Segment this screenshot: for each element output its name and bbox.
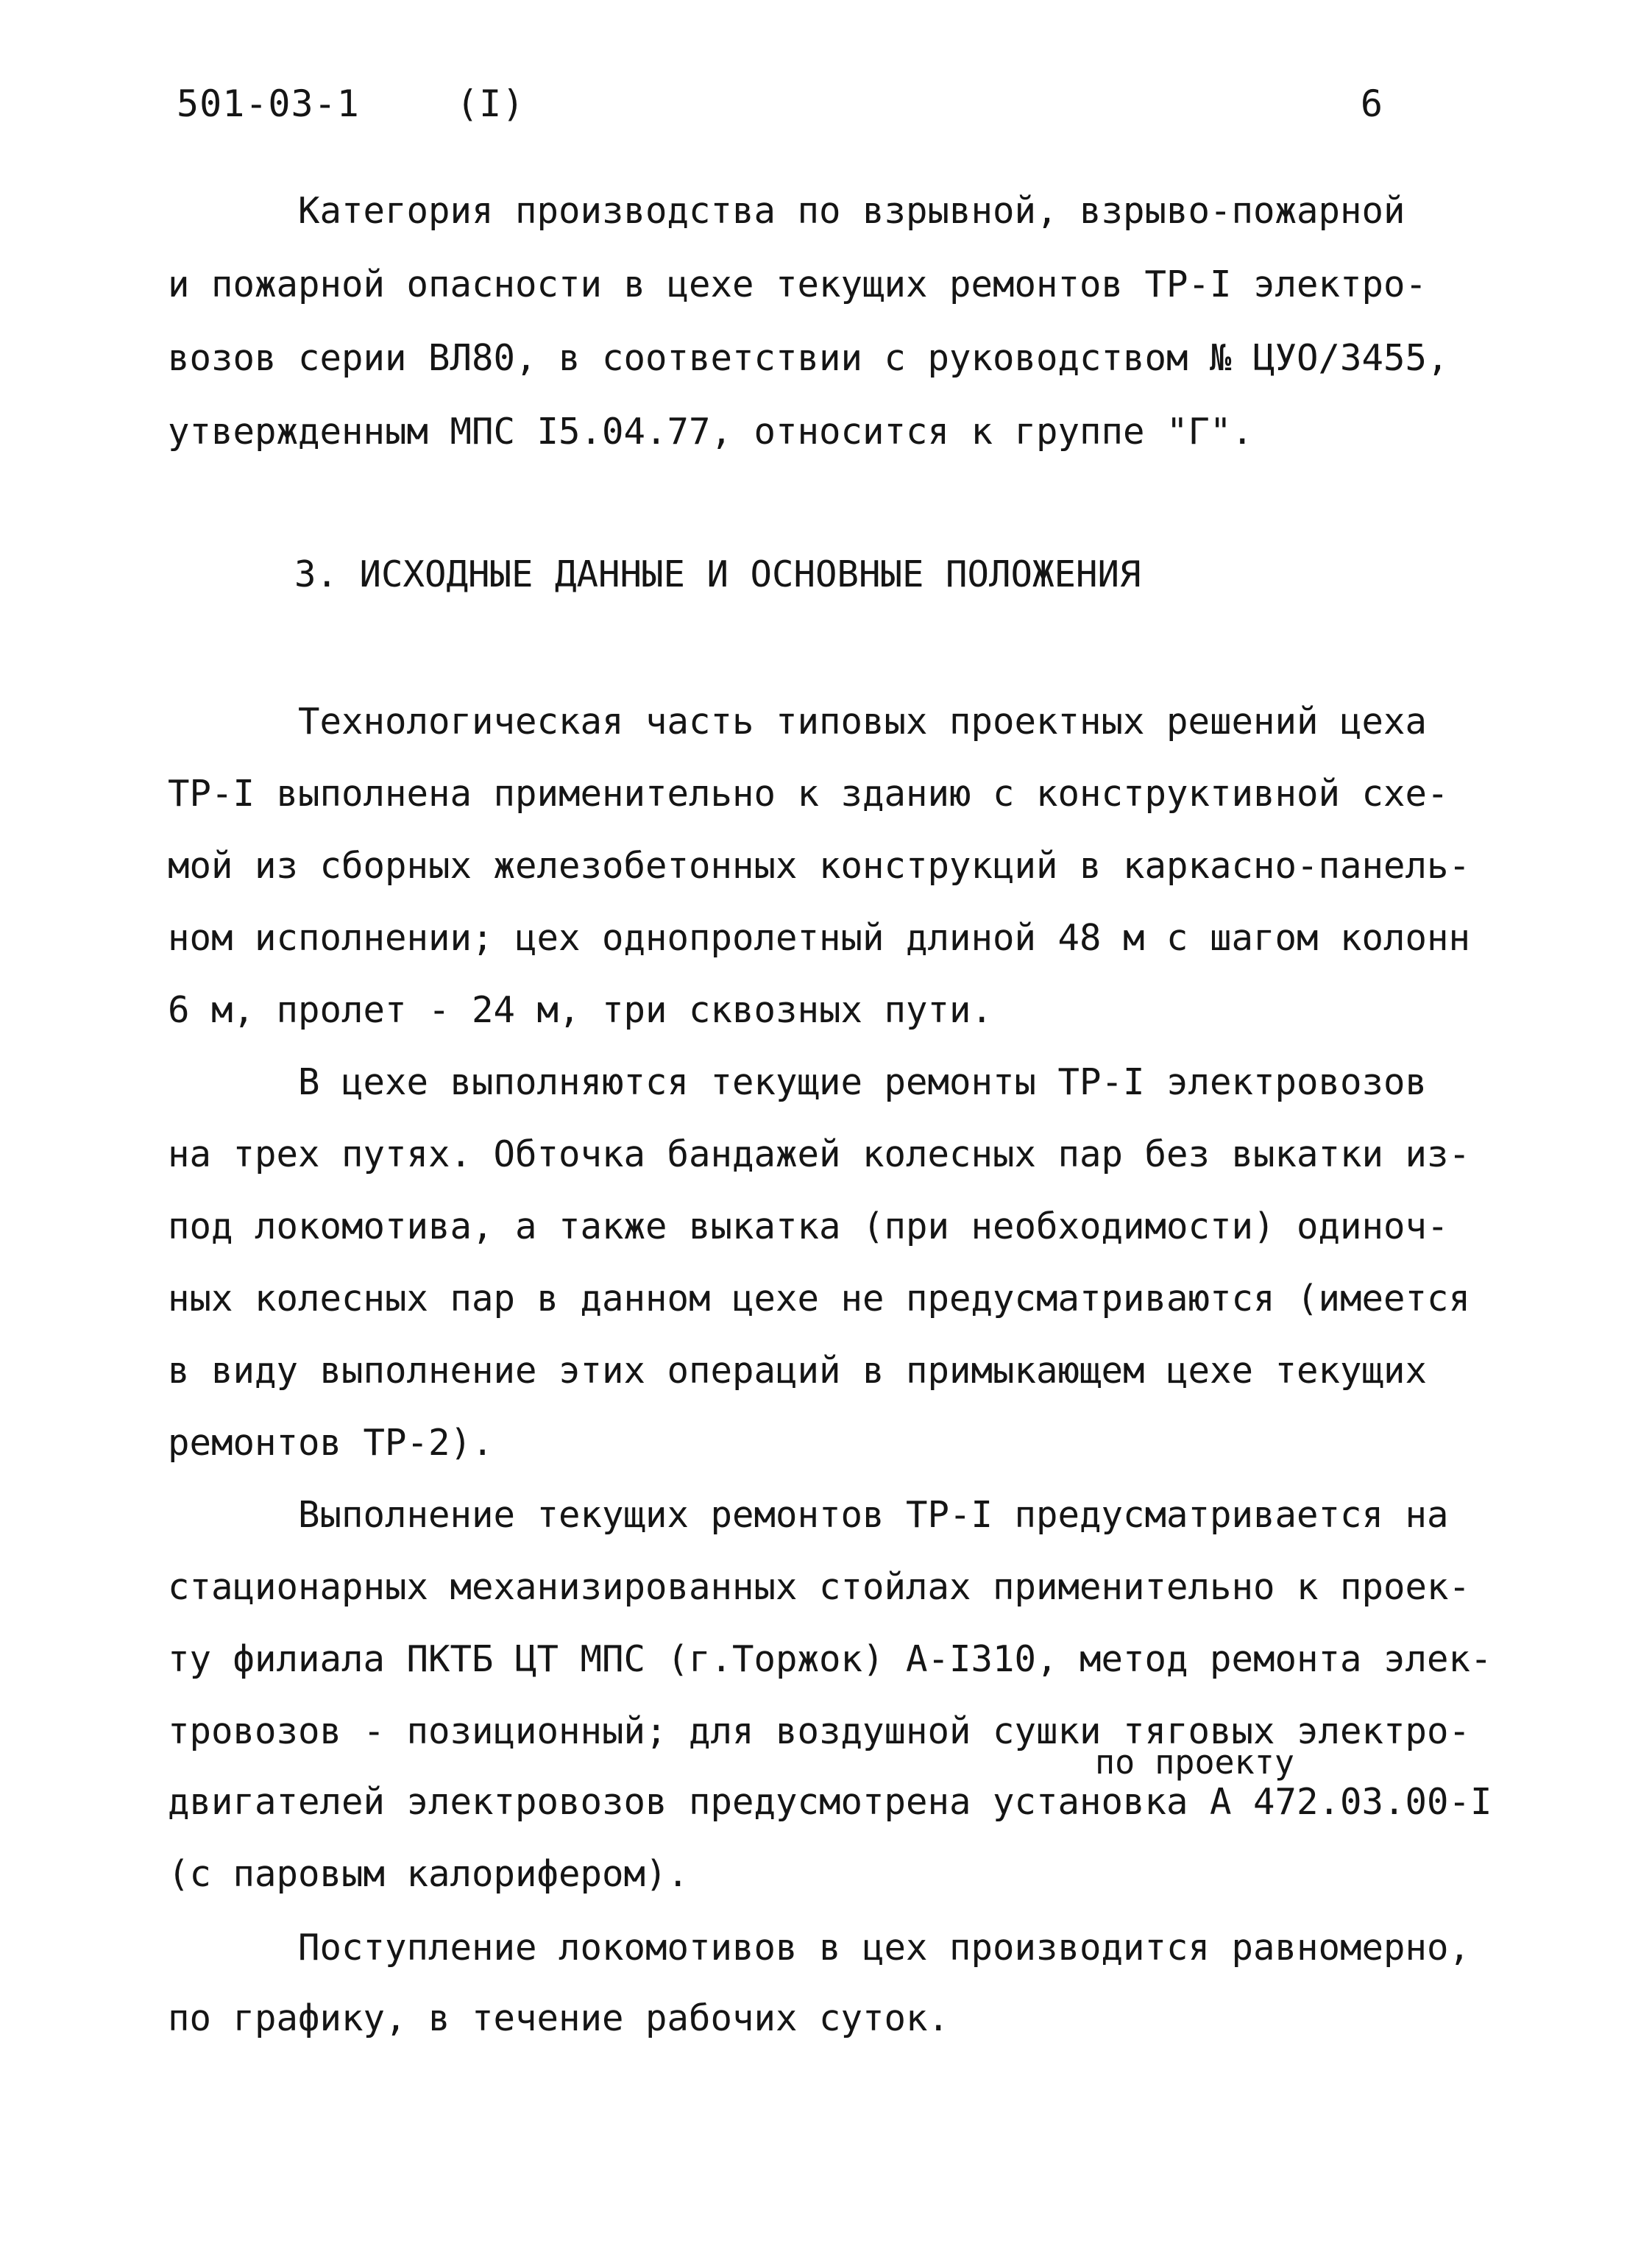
- text-line: Поступление локомотивов в цех производится равномерно,: [168, 1927, 1471, 1969]
- page-number: 6: [1360, 82, 1383, 125]
- text-line: стационарных механизированных стойлах применительно к проек-: [168, 1566, 1471, 1608]
- text-line: по графику, в течение рабочих суток.: [168, 1997, 950, 2039]
- text-line: и пожарной опасности в цехе текущих ремонтов ТР-I электро-: [168, 263, 1428, 305]
- text-line: на трех путях. Обточка бандажей колесных пар без выкатки из-: [168, 1133, 1471, 1175]
- text-line: двигателей электровозов предусмотрена установка А 472.03.00-I: [168, 1781, 1492, 1823]
- text-line: ном исполнении; цех однопролетный длиной 48 м с шагом колонн: [168, 917, 1471, 959]
- text-line: утвержденным МПС I5.04.77, относится к группе "Г".: [168, 411, 1254, 453]
- text-line: Технологическая часть типовых проектных решений цеха: [168, 701, 1428, 743]
- text-line: ремонтов ТР-2).: [168, 1422, 494, 1464]
- text-line: Категория производства по взрывной, взрыво-пожарной: [168, 190, 1405, 232]
- text-line: (с паровым калорифером).: [168, 1853, 689, 1895]
- section-heading: 3. ИСХОДНЫЕ ДАННЫЕ И ОСНОВНЫЕ ПОЛОЖЕНИЯ: [294, 553, 1141, 595]
- text-line: мой из сборных железобетонных конструкций в каркасно-панель-: [168, 845, 1471, 887]
- text-line: ных колесных пар в данном цехе не предусматриваются (имеется: [168, 1278, 1471, 1319]
- text-line: в виду выполнение этих операций в примыкающем цехе текущих: [168, 1350, 1428, 1392]
- text-line: Выполнение текущих ремонтов ТР-I предусматривается на: [168, 1494, 1449, 1536]
- text-line: под локомотива, а также выкатка (при необходимости) одиноч-: [168, 1205, 1449, 1247]
- document-code: 501-03-1: [177, 82, 360, 125]
- text-line: ту филиала ПКТБ ЦТ МПС (г.Торжок) А-I310, метод ремонта элек-: [168, 1638, 1492, 1680]
- text-line: ТР-I выполнена применительно к зданию с конструктивной схе-: [168, 773, 1449, 815]
- inserted-note: по проекту: [1095, 1743, 1294, 1782]
- text-line: тровозов - позиционный; для воздушной сушки тяговых электро-: [168, 1710, 1471, 1752]
- text-line: 6 м, пролет - 24 м, три сквозных пути.: [168, 989, 993, 1031]
- page-header: [177, 82, 1383, 141]
- text-line: возов серии ВЛ80, в соответствии с руководством № ЦУО/3455,: [168, 337, 1449, 379]
- document-part: (I): [456, 82, 525, 125]
- text-line: В цехе выполняются текущие ремонты ТР-I электровозов: [168, 1061, 1428, 1103]
